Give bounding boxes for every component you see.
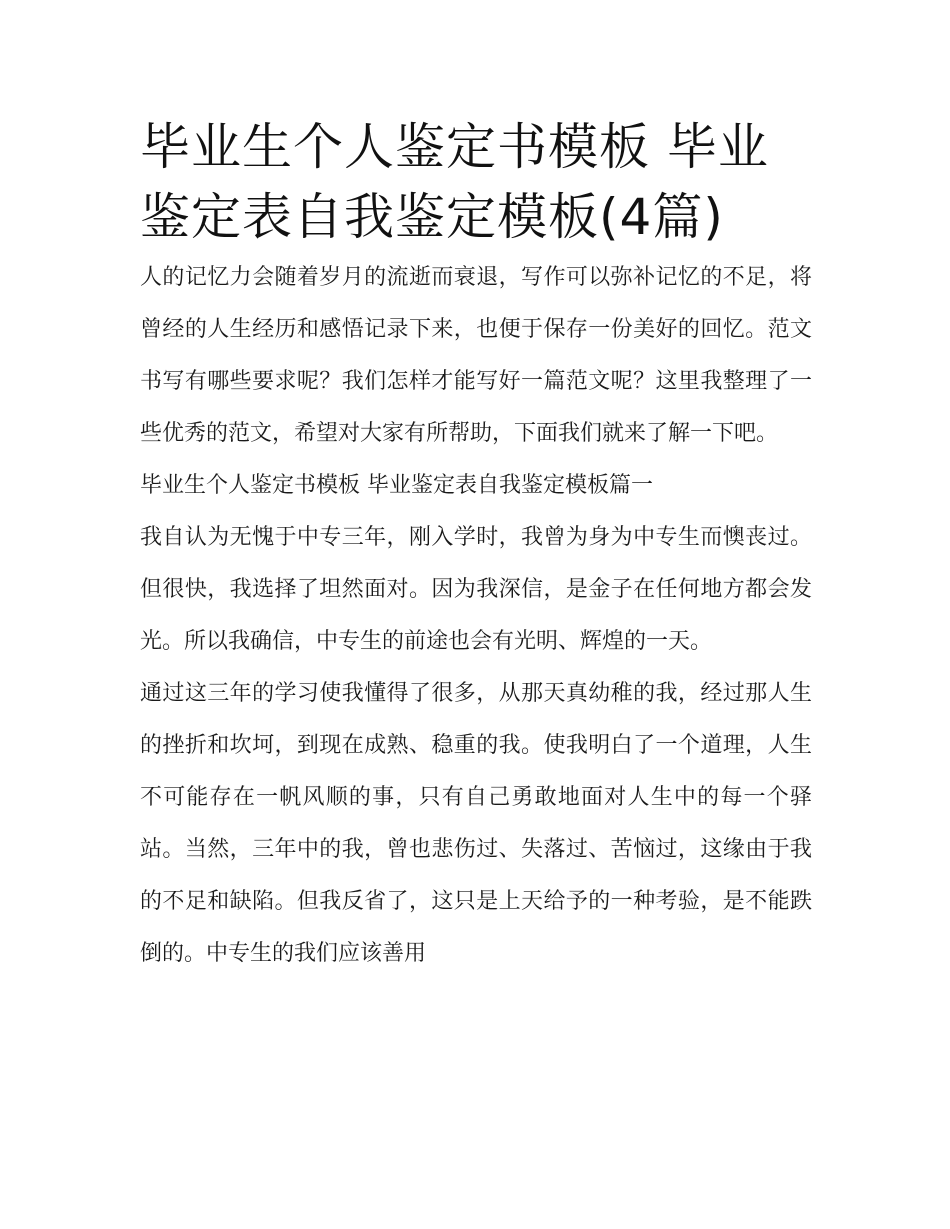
section-heading: 毕业生个人鉴定书模板 毕业鉴定表自我鉴定模板篇一 [140, 473, 653, 498]
body-paragraph: 我自认为无愧于中专三年，刚入学时，我曾为身为中专生而懊丧过。但很快，我选择了坦然面对。因为我深信，是金子在任何地方都会发光。所以我确信，中专生的前途也会有光明、辉煌的一天。 [140, 525, 812, 654]
document-title: 毕业生个人鉴定书模板 毕业鉴定表自我鉴定模板(4篇) [140, 118, 769, 246]
intro-paragraph: 人的记忆力会随着岁月的流逝而衰退，写作可以弥补记忆的不足，将曾经的人生经历和感悟记录下来，也便于保存一份美好的回忆。范文书写有哪些要求呢？我们怎样才能写好一篇范文呢？这里我整理了一些优秀的范文，希望对大家有所帮助，下面我们就来了解一下吧。 [140, 265, 812, 446]
body-paragraph: 通过这三年的学习使我懂得了很多，从那天真幼稚的我，经过那人生的挫折和坎坷，到现在成熟、稳重的我。使我明白了一个道理，人生不可能存在一帆风顺的事，只有自己勇敢地面对人生中的每一个驿站。当然，三年中的我，曾也悲伤过、失落过、苦恼过，这缘由于我的不足和缺陷。但我反省了，这只是上天给予的一种考验，是不能跌倒的。中专生的我们应该善用 [140, 681, 812, 966]
document-body [140, 112, 812, 980]
